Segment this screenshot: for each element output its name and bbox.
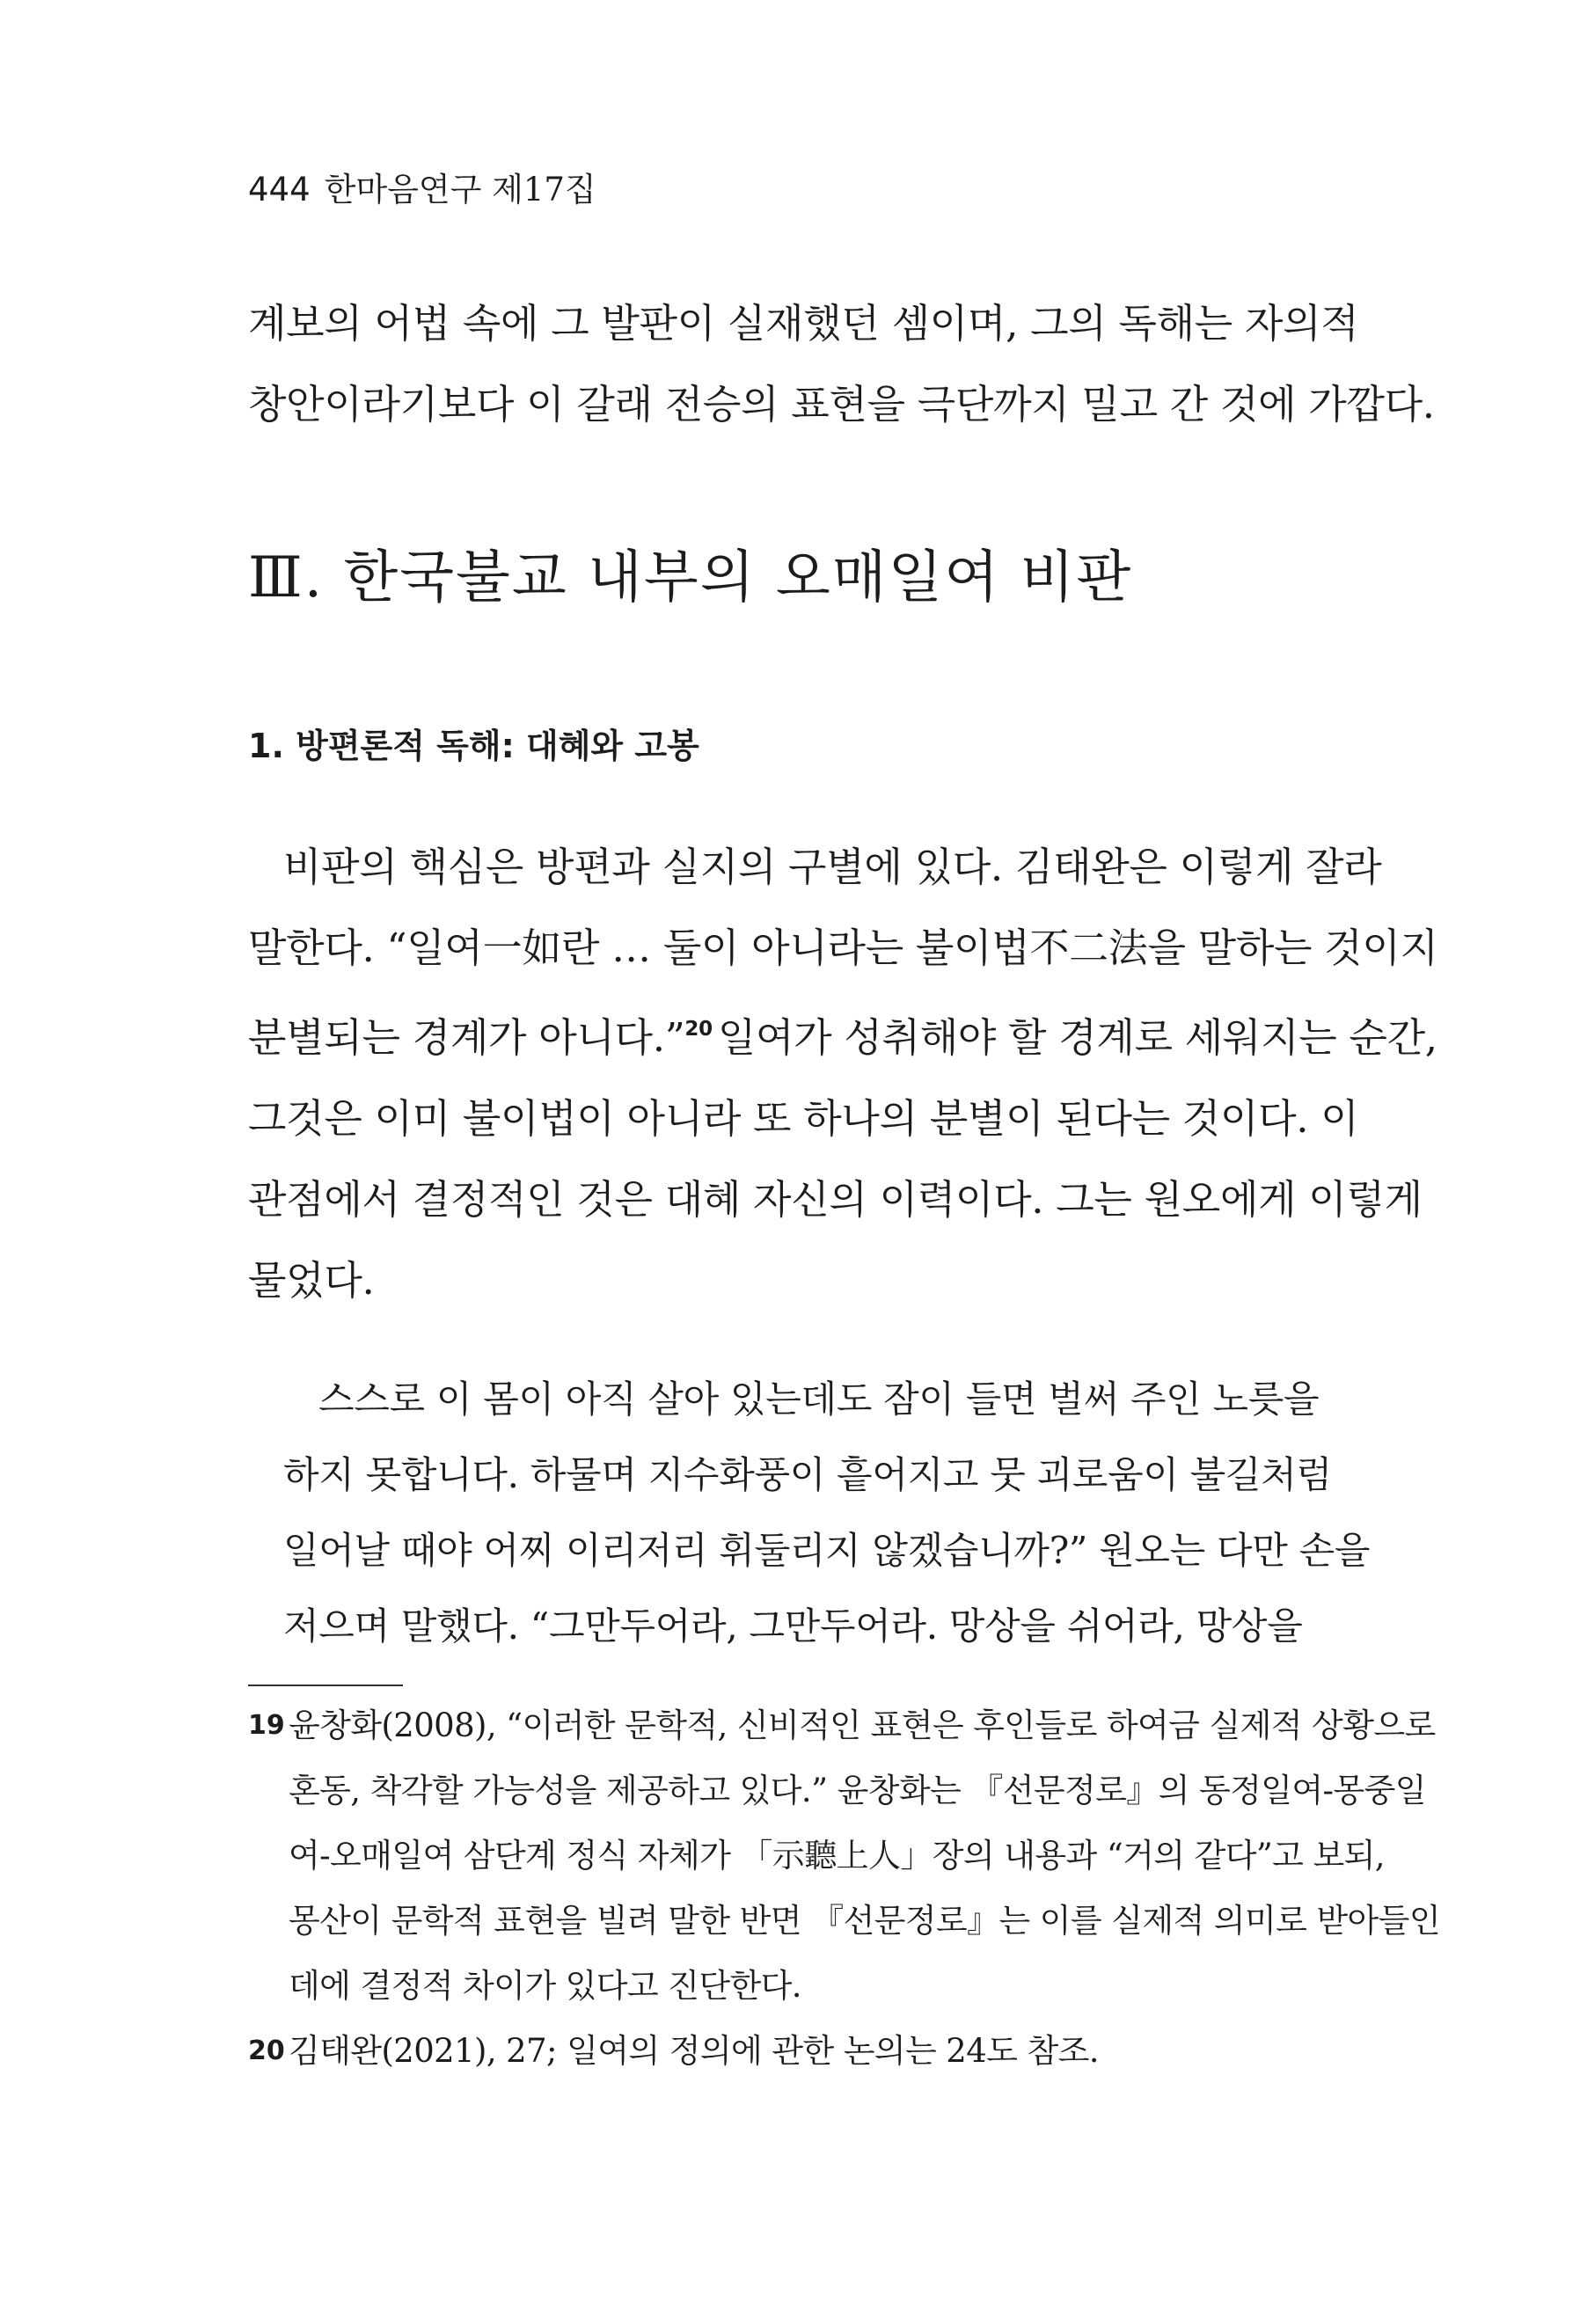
footnote-20: [248, 2019, 1317, 2084]
section-heading: Ⅲ. 한국불교 내부의 오매일여 비판: [248, 545, 1133, 610]
quote-line: 하지 못합니다. 하물며 지수화풍이 흩어지고 뭇 괴로움이 불길처럼: [283, 1453, 1332, 1496]
footnote-number: 19: [248, 1710, 285, 1741]
running-header: [248, 169, 596, 211]
text-segment: 분별되는 경계가 아니다.”: [248, 1014, 685, 1061]
footnote-line: 혼동, 착각할 가능성을 제공하고 있다.” 윤창화는 『선문정로』의 동정일여-몽중일: [289, 1772, 1426, 1809]
footnote-number: 20: [248, 2035, 285, 2066]
footnote-19: [248, 1693, 1440, 2019]
subsection-heading: 1. 방편론적 독해: 대혜와 고봉: [248, 727, 699, 765]
footnote-line: 김태완(2021), 27; 일여의 정의에 관한 논의는 24도 참조.: [289, 2032, 1099, 2070]
body-paragraph: [248, 827, 1438, 1321]
footnote-line: 윤창화(2008), “이러한 문학적, 신비적인 표현은 후인들로 하여금 실제적 상황으로: [289, 1706, 1436, 1744]
journal-title: 한마음연구 제17집: [324, 171, 596, 208]
text-line: 말한다. “일여一如란 … 둘이 아니라는 불이법不二法을 말하는 것이지: [248, 924, 1438, 971]
page-number: 444: [248, 171, 311, 208]
text-line: [248, 989, 1437, 1078]
footnote-line: 몽산이 문학적 표현을 빌려 말한 반면 『선문정로』는 이를 실제적 의미로 받아들인: [289, 1902, 1440, 1940]
text-line: 계보의 어법 속에 그 발판이 실재했던 셈이며, 그의 독해는 자의적: [248, 300, 1359, 347]
footnote-divider: [248, 1685, 403, 1686]
quote-line: 저으며 말했다. “그만두어라, 그만두어라. 망상을 쉬어라, 망상을: [283, 1604, 1303, 1648]
text-line: 물었다.: [248, 1257, 375, 1304]
footnote-marker[interactable]: 20: [684, 1018, 713, 1041]
footnote-line: 데에 결정적 차이가 있다고 진단한다.: [289, 1967, 801, 2005]
intro-paragraph: [248, 283, 1435, 445]
text-line: 창안이라기보다 이 갈래 전승의 표현을 극단까지 밀고 간 것에 가깝다.: [248, 381, 1435, 428]
text-line: 그것은 이미 불이법이 아니라 또 하나의 분별이 된다는 것이다. 이: [248, 1095, 1359, 1142]
text-line: 비판의 핵심은 방편과 실지의 구별에 있다. 김태완은 이렇게 잘라: [283, 844, 1382, 890]
footnote-line: 여-오매일여 삼단계 정식 자체가 「示聽上人」장의 내용과 “거의 같다”고 보되,: [289, 1837, 1385, 1875]
quote-line: 스스로 이 몸이 아직 살아 있는데도 잠이 들면 벌써 주인 노릇을: [318, 1378, 1320, 1421]
text-segment: 일여가 성취해야 할 경계로 세워지는 순간,: [717, 1014, 1437, 1061]
footnotes: [248, 1693, 1440, 2084]
quote-line: 일어날 때야 어찌 이리저리 휘둘리지 않겠습니까?” 원오는 다만 손을: [283, 1529, 1371, 1572]
text-line: 관점에서 결정적인 것은 대혜 자신의 이력이다. 그는 원오에게 이렇게: [248, 1176, 1423, 1223]
block-quote: [283, 1362, 1371, 1664]
